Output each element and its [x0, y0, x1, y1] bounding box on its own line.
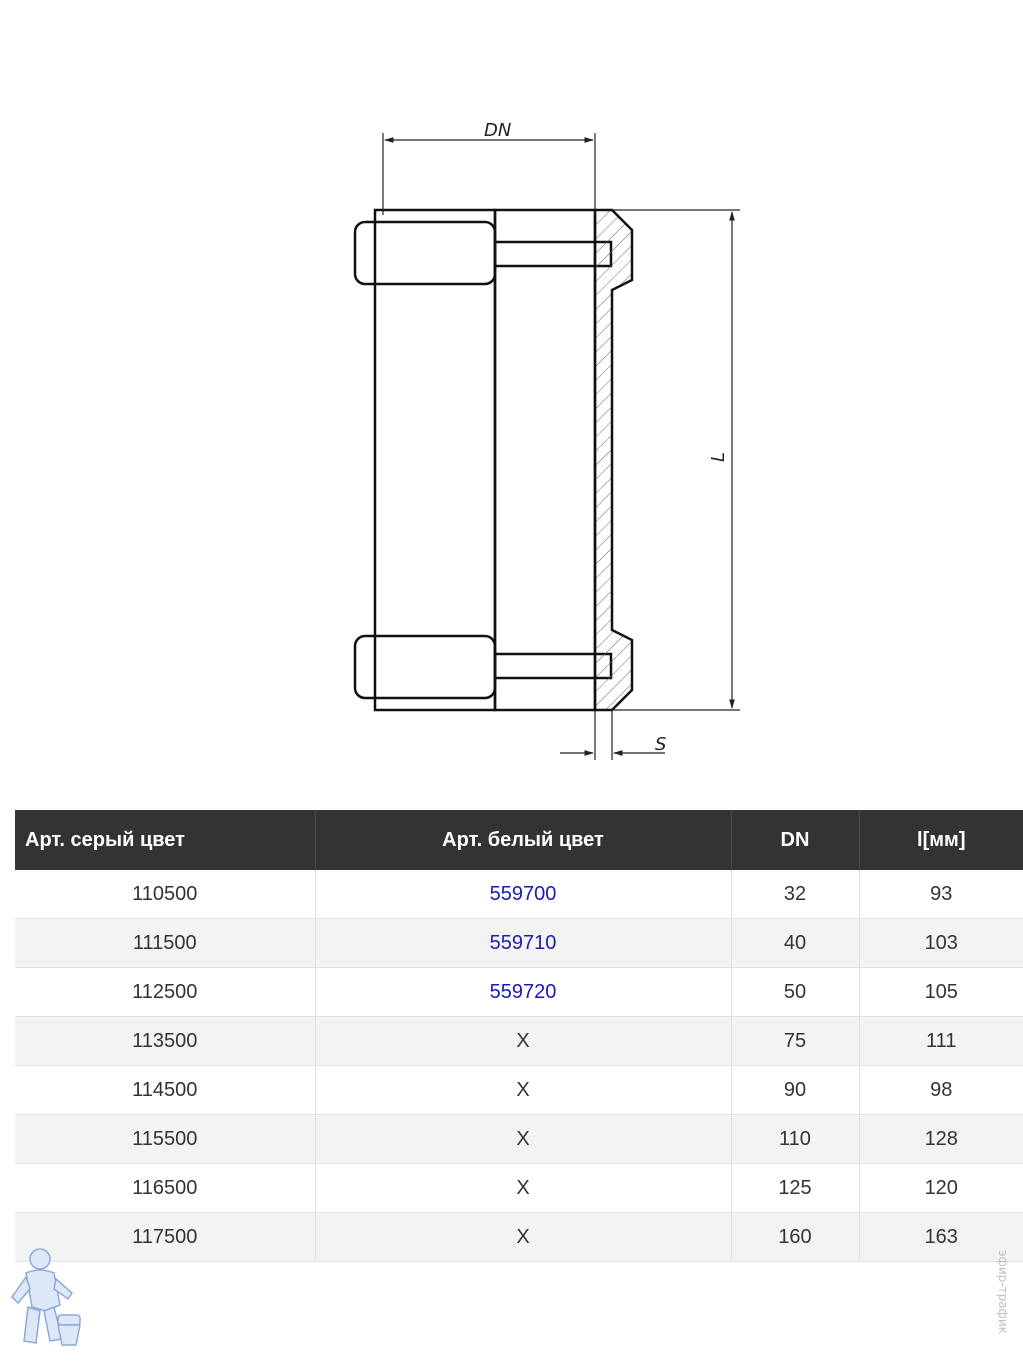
specification-table: [15, 810, 1023, 1262]
length-cell: 163: [859, 1213, 1023, 1262]
white-article-cell: [315, 919, 731, 968]
plumber-mascot-logo: [6, 1245, 86, 1357]
length-cell: 98: [859, 1066, 1023, 1115]
dn-cell: 32: [731, 870, 859, 919]
grey-article-cell: 116500: [15, 1164, 315, 1213]
header-grey-article: Арт. серый цвет: [15, 810, 315, 870]
white-article-cell: [315, 870, 731, 919]
white-article-link[interactable]: 559710: [489, 931, 557, 954]
site-watermark: эфир-трафик: [996, 1250, 1010, 1334]
white-article-cell: X: [315, 1066, 731, 1115]
grey-article-cell: 117500: [15, 1213, 315, 1262]
white-article-link[interactable]: 559700: [489, 882, 557, 905]
table-header-row: [15, 810, 1023, 870]
header-white-article: Арт. белый цвет: [315, 810, 731, 870]
white-article-link[interactable]: 559720: [489, 980, 557, 1003]
length-cell: 93: [859, 870, 1023, 919]
dn-cell: 75: [731, 1017, 859, 1066]
table-row: [15, 1213, 1023, 1262]
table-row: [15, 919, 1023, 968]
table-row: [15, 1017, 1023, 1066]
dn-cell: 160: [731, 1213, 859, 1262]
grey-article-cell: 110500: [15, 870, 315, 919]
white-article-cell: X: [315, 1164, 731, 1213]
grey-article-cell: 113500: [15, 1017, 315, 1066]
white-article-cell: X: [315, 1213, 731, 1262]
wall-thickness-label: S: [655, 734, 667, 755]
dn-cell: 125: [731, 1164, 859, 1213]
length-cell: 105: [859, 968, 1023, 1017]
length-cell: 111: [859, 1017, 1023, 1066]
header-length: l[мм]: [859, 810, 1023, 870]
dn-cell: 50: [731, 968, 859, 1017]
length-dimension-label: L: [708, 451, 729, 462]
grey-article-cell: 112500: [15, 968, 315, 1017]
white-article-cell: [315, 968, 731, 1017]
table-row: [15, 968, 1023, 1017]
dn-dimension-label: DN: [484, 120, 512, 141]
grey-article-cell: 115500: [15, 1115, 315, 1164]
white-article-cell: X: [315, 1017, 731, 1066]
dimension-lines: [383, 133, 740, 760]
coupling-body: [355, 210, 611, 710]
header-dn: DN: [731, 810, 859, 870]
coupling-section-hatched: [595, 210, 632, 710]
dn-cell: 110: [731, 1115, 859, 1164]
table-row: [15, 1115, 1023, 1164]
length-cell: 128: [859, 1115, 1023, 1164]
dn-cell: 90: [731, 1066, 859, 1115]
coupling-technical-drawing: [300, 80, 800, 780]
length-cell: 103: [859, 919, 1023, 968]
grey-article-cell: 114500: [15, 1066, 315, 1115]
white-article-cell: X: [315, 1115, 731, 1164]
length-cell: 120: [859, 1164, 1023, 1213]
table-row: [15, 1164, 1023, 1213]
table-row: [15, 1066, 1023, 1115]
dn-cell: 40: [731, 919, 859, 968]
table-row: [15, 870, 1023, 919]
grey-article-cell: 111500: [15, 919, 315, 968]
